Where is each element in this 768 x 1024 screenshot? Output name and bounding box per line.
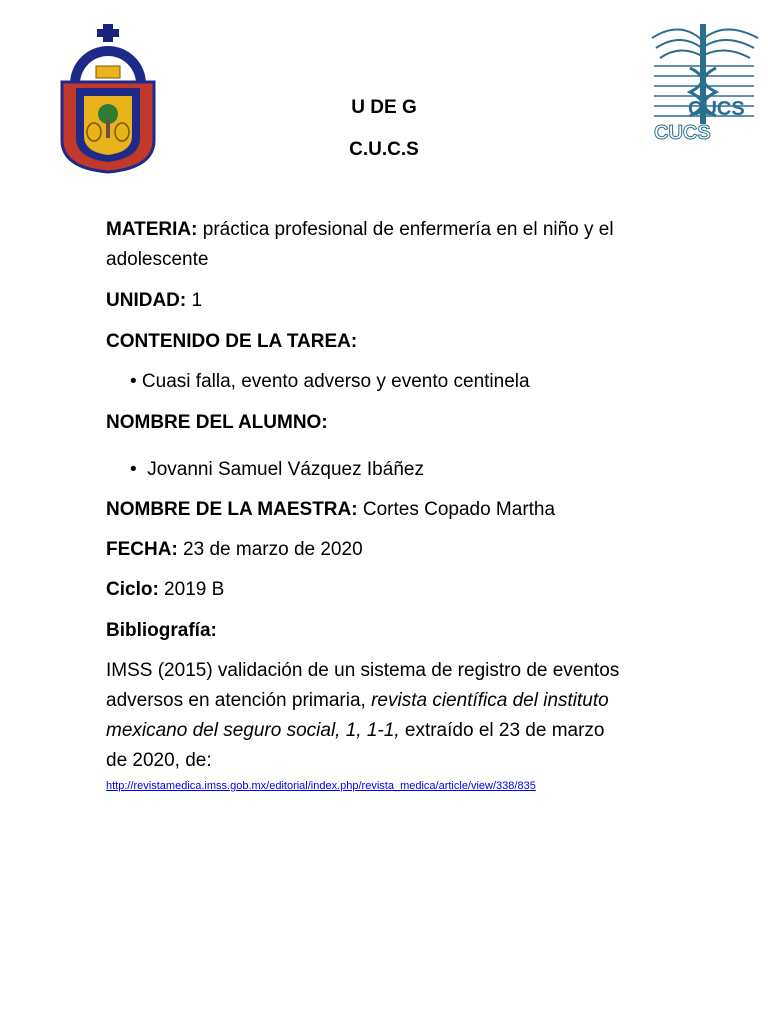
alumno-label: NOMBRE DEL ALUMNO: [106,412,328,433]
bibliography-line-3 [106,719,605,743]
bullet-icon: • [130,459,148,480]
bibliography-journal-2: mexicano del seguro social, 1, 1-1, [106,720,400,741]
header-line-udeg: U DE G [351,97,417,118]
fecha-label: FECHA: [106,539,178,560]
bibliography-url-link[interactable]: http://revistamedica.imss.gob.mx/editorial/index.php/revista_medica/article/view/338/835 [106,780,536,792]
bibliography-line-4: de 2020, de: [106,750,212,771]
maestra-line [106,498,555,522]
ciclo-value: 2019 B [158,579,225,600]
maestra-label: NOMBRE DE LA MAESTRA: [106,499,358,520]
bibliography-line-2 [106,689,609,713]
unidad-label: UNIDAD: [106,290,187,311]
bibliography-extracted: extraído el 23 de marzo [399,720,605,741]
alumno-bullet [130,458,424,482]
cucs-logo-text-shadow: CUCS [654,122,711,144]
ciclo-line [106,578,224,602]
alumno-value: Jovanni Samuel Vázquez Ibáñez [147,459,424,480]
materia-label: MATERIA: [106,219,198,240]
bibliography-journal-1: revista científica del instituto [371,690,609,711]
materia-value: práctica profesional de enfermería en el niño y el [197,219,614,240]
university-crest-icon [52,22,164,174]
fecha-value: 23 de marzo de 2020 [177,539,363,560]
contenido-bullet: • Cuasi falla, evento adverso y evento centinela [130,371,530,392]
maestra-value: Cortes Copado Martha [357,499,556,520]
materia-line-2: adolescente [106,249,209,270]
materia-line-1 [106,218,614,242]
unidad-value: 1 [186,290,203,311]
ciclo-label: Ciclo: [106,579,159,600]
fecha-line [106,538,363,562]
unidad-line [106,289,202,313]
contenido-label: CONTENIDO DE LA TAREA: [106,331,358,352]
cucs-logo-text: CUCS [688,98,745,120]
header-line-cucs: C.U.C.S [349,139,419,160]
bibliography-line-1: IMSS (2015) validación de un sistema de registro de eventos [106,660,620,681]
bibliografia-label: Bibliografía: [106,620,217,641]
bibliography-authors-text: adversos en atención primaria, [106,690,372,711]
